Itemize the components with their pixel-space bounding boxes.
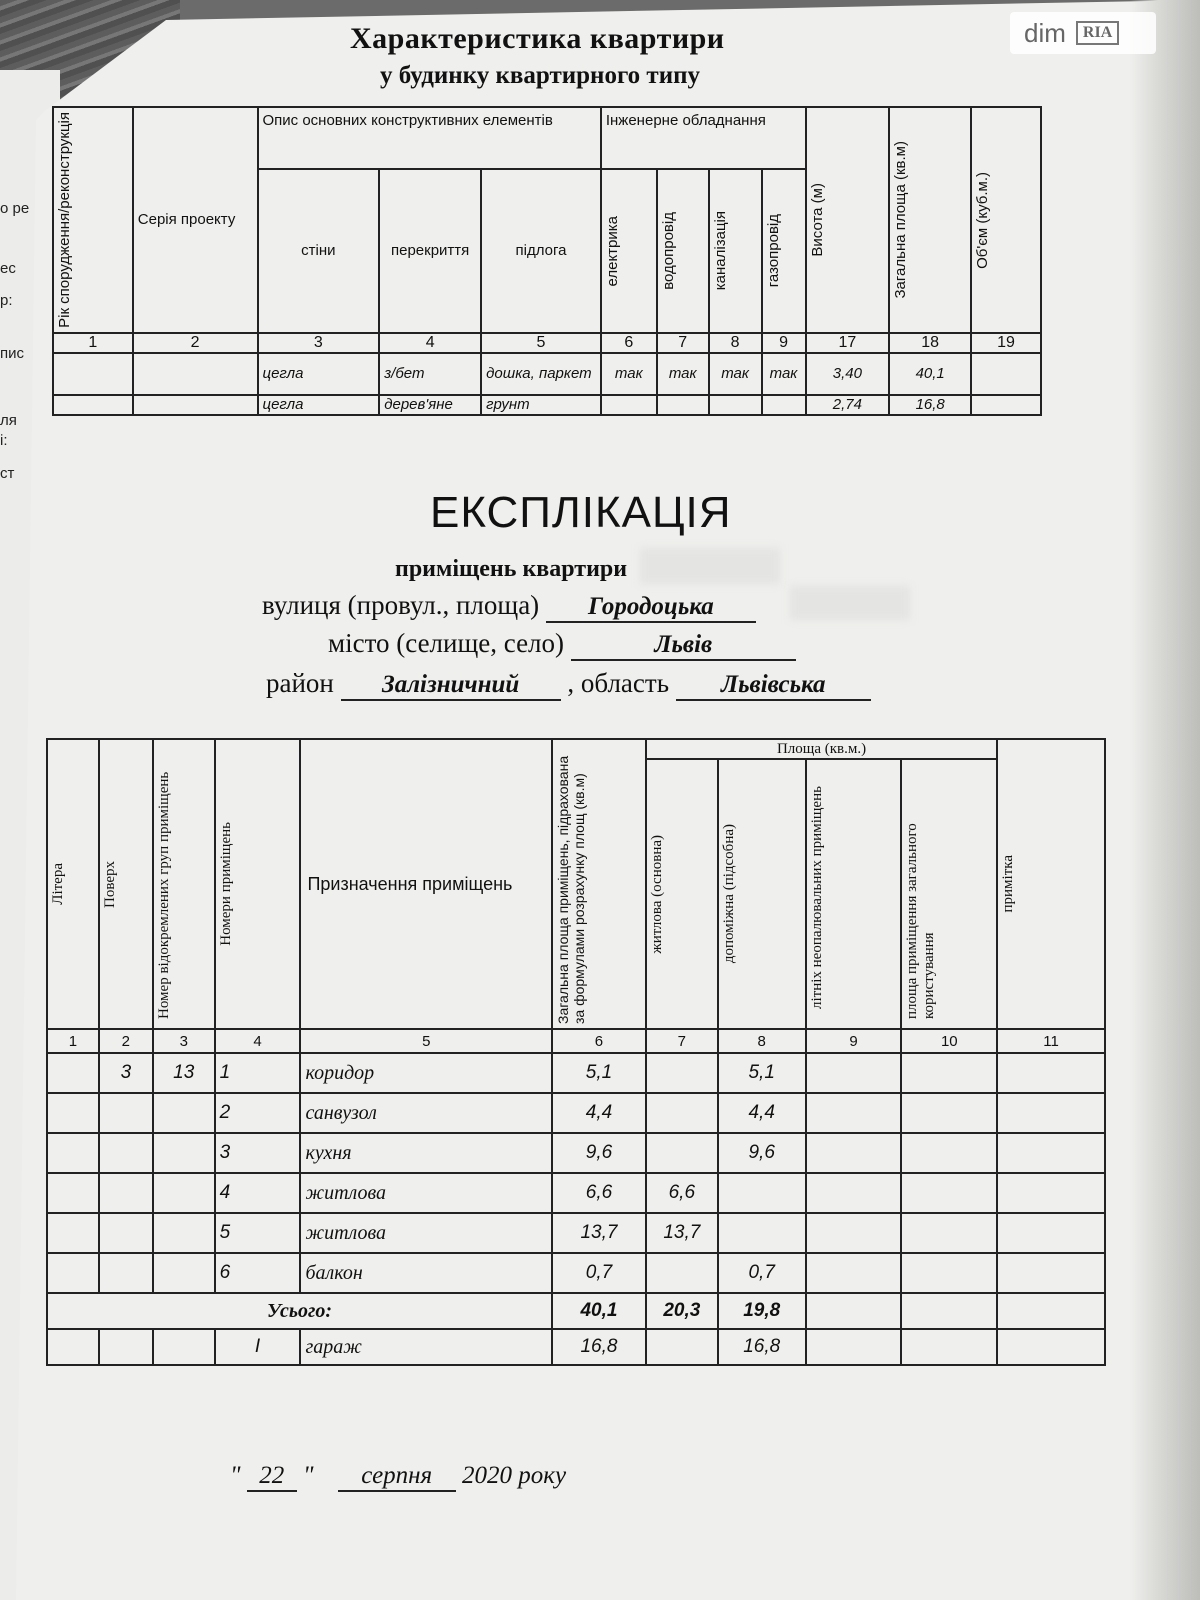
sheet-edge-shadow (1130, 0, 1200, 1600)
cell-living: 13,7 (646, 1213, 718, 1253)
garage-total: 16,8 (552, 1329, 646, 1365)
date-quote-open: " (230, 1462, 241, 1489)
col-number: 19 (971, 333, 1041, 353)
header-floor: підлога (481, 169, 601, 333)
watermark-badge: RIA (1076, 21, 1119, 45)
col-number: 4 (215, 1029, 301, 1053)
underpage-fragment: ля (0, 412, 17, 429)
table-row (53, 395, 1041, 415)
cell-water (657, 395, 709, 415)
cell-room-no: 1 (215, 1053, 301, 1093)
redaction-blur (640, 548, 780, 584)
region-value: Львівська (676, 671, 871, 701)
header-area-group: Площа (кв.м.) (646, 739, 997, 759)
cell-height: 3,40 (806, 353, 890, 395)
garage-no: I (215, 1329, 301, 1365)
explication-title: ЕКСПЛІКАЦІЯ (430, 488, 732, 537)
explication-subtitle: приміщень квартири (395, 556, 628, 582)
table-row (53, 353, 1041, 395)
col-number: 11 (997, 1029, 1105, 1053)
col-number: 2 (99, 1029, 153, 1053)
header-common: площа приміщення загального користування (901, 759, 997, 1029)
header-engineering-group: Інженерне обладнання (601, 107, 806, 169)
cell-living (646, 1053, 718, 1093)
header-litera: Літера (47, 739, 99, 1029)
cell-room-no: 5 (215, 1213, 301, 1253)
table-row (47, 1173, 1105, 1213)
cell-floor (99, 1253, 153, 1293)
header-purpose: Призначення приміщень (300, 739, 552, 1029)
total-area: 40,1 (552, 1293, 646, 1329)
table-row (47, 1213, 1105, 1253)
cell-aux (718, 1213, 806, 1253)
col-number: 1 (53, 333, 133, 353)
cell-group (153, 1093, 215, 1133)
cell-floor (99, 1093, 153, 1133)
header-sewer: каналізація (709, 169, 762, 333)
col-number: 6 (601, 333, 657, 353)
cell-group: 13 (153, 1053, 215, 1093)
cell-sewer (709, 395, 762, 415)
characteristics-table (52, 106, 1042, 416)
col-number: 8 (718, 1029, 806, 1053)
cell-floor: дошка, паркет (481, 353, 601, 395)
garage-row (47, 1329, 1105, 1365)
col-number: 10 (901, 1029, 997, 1053)
cell-aux: 0,7 (718, 1253, 806, 1293)
cell-floor (99, 1213, 153, 1253)
header-group-no: Номер відокремлених груп приміщень (153, 739, 215, 1029)
col-number: 9 (762, 333, 806, 353)
cell-ceilings: дерев'яне (379, 395, 481, 415)
city-label: місто (селище, село) (328, 628, 565, 658)
col-number: 6 (552, 1029, 646, 1053)
cell-floor: грунт (481, 395, 601, 415)
cell-purpose: санвузол (300, 1093, 552, 1133)
cell-living: 6,6 (646, 1173, 718, 1213)
garage-purpose: гараж (300, 1329, 552, 1365)
cell-purpose: житлова (300, 1173, 552, 1213)
street-line (262, 590, 756, 623)
region-label: , область (567, 668, 670, 698)
cell-floor: 3 (99, 1053, 153, 1093)
cell-floor (99, 1133, 153, 1173)
header-volume: Об'єм (куб.м.) (971, 107, 1041, 333)
header-electric: електрика (601, 169, 657, 333)
table-row (47, 1133, 1105, 1173)
city-line (328, 628, 796, 661)
total-aux: 19,8 (718, 1293, 806, 1329)
cell-aux: 9,6 (718, 1133, 806, 1173)
col-number: 1 (47, 1029, 99, 1053)
col-number: 5 (300, 1029, 552, 1053)
cell-ceilings: з/бет (379, 353, 481, 395)
district-value: Залізничний (341, 671, 561, 701)
col-number: 7 (657, 333, 709, 353)
underpage-fragment: ес (0, 260, 16, 277)
total-label: Усього: (47, 1293, 552, 1329)
column-number-row (53, 333, 1041, 353)
watermark-brand: dim (1024, 17, 1066, 48)
header-room-no: Номери приміщень (215, 739, 301, 1029)
header-floor: Поверх (99, 739, 153, 1029)
total-living: 20,3 (646, 1293, 718, 1329)
cell-gas (762, 395, 806, 415)
underpage-fragment: і: (0, 432, 8, 449)
header-note: примітка (997, 739, 1105, 1029)
col-number: 3 (153, 1029, 215, 1053)
district-label: район (266, 668, 334, 698)
cell-aux: 5,1 (718, 1053, 806, 1093)
cell-area: 16,8 (889, 395, 971, 415)
cell-sewer: так (709, 353, 762, 395)
total-row (47, 1293, 1105, 1329)
cell-group (153, 1213, 215, 1253)
col-number: 17 (806, 333, 890, 353)
cell-gas: так (762, 353, 806, 395)
redaction-blur (790, 586, 910, 620)
cell-total: 9,6 (552, 1133, 646, 1173)
header-gas: газопровід (762, 169, 806, 333)
table-row (47, 1053, 1105, 1093)
cell-floor (99, 1173, 153, 1213)
header-water: водопровід (657, 169, 709, 333)
cell-water: так (657, 353, 709, 395)
cell-group (153, 1133, 215, 1173)
header-auxiliary: допоміжна (підсобна) (718, 759, 806, 1029)
cell-aux (718, 1173, 806, 1213)
header-construction-group: Опис основних конструктивних елементів (258, 107, 601, 169)
cell-aux: 4,4 (718, 1093, 806, 1133)
cell-room-no: 4 (215, 1173, 301, 1213)
underpage-fragment: о ре (0, 200, 30, 217)
doc-subtitle: у будинку квартирного типу (380, 62, 701, 89)
header-living: житлова (основна) (646, 759, 718, 1029)
col-number: 9 (806, 1029, 902, 1053)
col-number: 5 (481, 333, 601, 353)
col-number: 2 (133, 333, 258, 353)
header-total: Загальна площа приміщень, підрахована за формулами розрахунку площ (кв.м) (552, 739, 646, 1029)
cell-electric: так (601, 353, 657, 395)
table-row (47, 1093, 1105, 1133)
date-year: 2020 року (462, 1462, 567, 1489)
col-number: 7 (646, 1029, 718, 1053)
cell-purpose: коридор (300, 1053, 552, 1093)
doc-title: Характеристика квартири (350, 22, 725, 55)
underpage-fragment: пис (0, 345, 25, 362)
table-row (47, 1253, 1105, 1293)
col-number: 4 (379, 333, 481, 353)
column-number-row (47, 1029, 1105, 1053)
header-height: Висота (м) (806, 107, 890, 333)
garage-aux: 16,8 (718, 1329, 806, 1365)
cell-living (646, 1133, 718, 1173)
cell-area: 40,1 (889, 353, 971, 395)
date-month: серпня (338, 1462, 456, 1492)
cell-living (646, 1093, 718, 1133)
cell-total: 5,1 (552, 1053, 646, 1093)
date-day: 22 (247, 1462, 297, 1492)
cell-room-no: 3 (215, 1133, 301, 1173)
col-number: 8 (709, 333, 762, 353)
header-ceilings: перекриття (379, 169, 481, 333)
header-summer: літніх неопалювальних приміщень (806, 759, 902, 1029)
street-value: Городоцька (546, 593, 756, 623)
cell-purpose: балкон (300, 1253, 552, 1293)
street-label: вулиця (провул., площа) (262, 590, 540, 620)
city-value: Львів (571, 631, 796, 661)
underpage-fragment: р: (0, 292, 13, 309)
watermark (1010, 12, 1156, 54)
cell-group (153, 1173, 215, 1213)
cell-room-no: 6 (215, 1253, 301, 1293)
cell-total: 0,7 (552, 1253, 646, 1293)
cell-height: 2,74 (806, 395, 890, 415)
cell-electric (601, 395, 657, 415)
cell-group (153, 1253, 215, 1293)
col-number: 3 (258, 333, 380, 353)
header-area: Загальна площа (кв.м) (889, 107, 971, 333)
col-number: 18 (889, 333, 971, 353)
cell-walls: цегла (258, 353, 380, 395)
document-date (230, 1462, 566, 1492)
cell-total: 13,7 (552, 1213, 646, 1253)
header-year: Рік спорудження/реконструкція (53, 107, 133, 333)
cell-walls: цегла (258, 395, 380, 415)
date-quote-close: " (303, 1462, 314, 1489)
cell-purpose: житлова (300, 1213, 552, 1253)
header-series: Серія проекту (133, 107, 258, 333)
explication-table (46, 738, 1106, 1366)
header-walls: стіни (258, 169, 380, 333)
district-line (266, 668, 871, 701)
cell-total: 4,4 (552, 1093, 646, 1133)
cell-purpose: кухня (300, 1133, 552, 1173)
cell-room-no: 2 (215, 1093, 301, 1133)
cell-total: 6,6 (552, 1173, 646, 1213)
underpage-fragment: ст (0, 465, 15, 482)
cell-living (646, 1253, 718, 1293)
